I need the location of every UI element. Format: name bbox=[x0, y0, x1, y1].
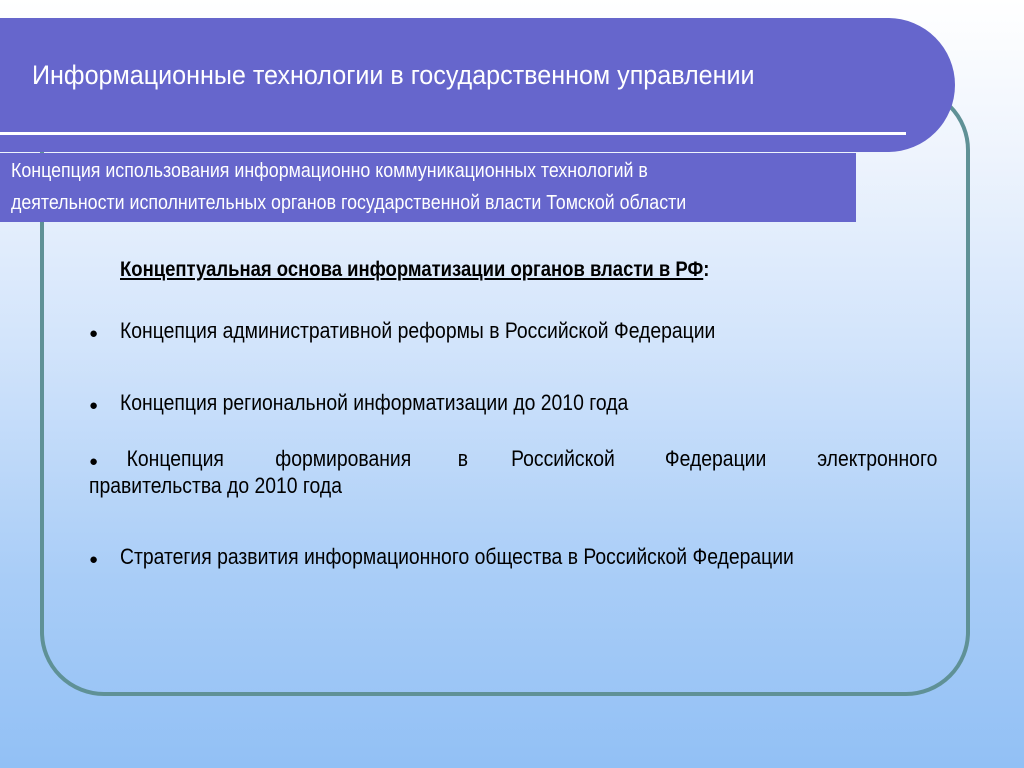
bullet-icon: ● bbox=[89, 453, 99, 470]
bullet-icon: ● bbox=[89, 397, 99, 414]
title-divider bbox=[0, 132, 906, 135]
subtitle-line-1: Концепция использования информационно коммуникационных технологий в bbox=[11, 160, 648, 182]
list-item: Концепция административной реформы в Российской Федерации bbox=[120, 318, 716, 343]
word: Федерации bbox=[665, 446, 767, 471]
word: Российской bbox=[511, 446, 616, 471]
word: в bbox=[457, 446, 468, 471]
word: электронного bbox=[817, 446, 938, 471]
list-item-continuation: правительства до 2010 года bbox=[89, 473, 342, 498]
bullet-icon: ● bbox=[89, 325, 99, 342]
section-heading-colon: : bbox=[703, 258, 710, 281]
list-item-justified-line bbox=[120, 446, 946, 474]
word: Концепция bbox=[126, 446, 224, 471]
bullet-icon: ● bbox=[89, 551, 99, 568]
word: формирования bbox=[275, 446, 412, 471]
section-heading bbox=[120, 258, 709, 282]
list-item: Концепция региональной информатизации до 2010 года bbox=[120, 390, 629, 415]
subtitle-line-2: деятельности исполнительных органов государственной власти Томской области bbox=[11, 192, 687, 214]
section-heading-text: Концептуальная основа информатизации органов власти в РФ bbox=[120, 258, 704, 281]
slide-title: Информационные технологии в государственном управлении bbox=[32, 60, 755, 90]
list-item: Стратегия развития информационного общества в Российской Федерации bbox=[120, 544, 794, 569]
